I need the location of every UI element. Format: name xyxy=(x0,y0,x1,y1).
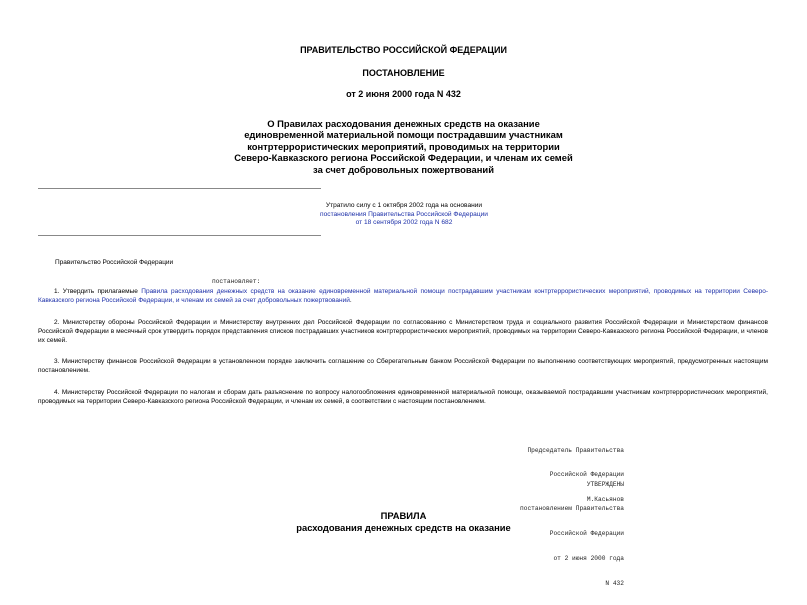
divider-top xyxy=(38,188,321,189)
signature-country: Российской Федерации xyxy=(549,471,624,479)
approval-block xyxy=(520,464,624,605)
title-line: контртеррористических мероприятий, проводимых на территории xyxy=(247,140,560,152)
rules-link[interactable]: Правила расходования денежных средств на оказание единовременной материальной помощи пострадавшим участникам контртеррористических мероприятий, проводимых на территории Северо-Кавказского региона Российской Федерации, и членам их семей за счет добровольных пожертвований xyxy=(38,288,768,304)
title-line: Северо-Кавказского региона Российской Федерации, и членам их семей xyxy=(234,152,573,164)
status-note-text: Утратило силу с 1 октября 2002 года на основании xyxy=(325,202,483,209)
paragraph-1-text: 1. Утвердить прилагаемые xyxy=(54,288,142,295)
paragraph-1-end: . xyxy=(349,297,352,304)
decree-word: постановляет: xyxy=(212,278,261,285)
paragraph-2: 2. Министерству обороны Российской Федерации и Министерству внутренних дел Российской Федерации по согласованию с Министерством труда и социального развития Российской Федерации и Министерством финансов Российской Федерации в месячный срок утвердить порядок представления списков пострадавших участников контртеррористических мероприятий, проводимых на территории Северо-Кавказского региона Российской Федерации, и членов их семей. xyxy=(38,319,768,344)
approval-word: УТВЕРЖДЕНЫ xyxy=(586,480,624,488)
rules-heading: ПРАВИЛА xyxy=(380,510,427,521)
document-date-number: от 2 июня 2000 года N 432 xyxy=(346,89,461,99)
title-line: за счет добровольных пожертвований xyxy=(313,163,494,175)
preamble: Правительство Российской Федерации xyxy=(55,259,174,266)
title-line: О Правилах расходования денежных средств на оказание xyxy=(267,118,540,129)
approval-country: Российской Федерации xyxy=(549,530,624,538)
paragraph-1 xyxy=(38,287,768,305)
title-line: единовременной материальной помощи пострадавшим участникам xyxy=(244,129,563,141)
approval-number: N 432 xyxy=(605,580,624,588)
paragraph-4: 4. Министерству Российской Федерации по налогам и сборам дать разъяснение по вопросу налогообложения единовременной материальной помощи, оказываемой пострадавшим участникам контртеррористических мероприятий, проводимых на территории Северо-Кавказского региона Российской Федерации, и членам их семей, в соответствии с настоящим постановлением. xyxy=(38,389,768,405)
repeal-decree-date-link[interactable]: от 18 сентября 2002 года N 682 xyxy=(355,219,453,227)
signature-name: М.Касьянов xyxy=(586,496,624,504)
repeal-decree-link[interactable]: постановления Правительства Российской Федерации xyxy=(320,210,488,218)
signature-position: Председатель Правительства xyxy=(527,446,624,454)
paragraph-3: 3. Министерству финансов Российской Федерации в установленном порядке заключить соглашение со Сберегательным банком Российской Федерации по выполнению соответствующих мероприятий, предусмотренных настоящим постановлением. xyxy=(38,358,768,374)
approval-date: от 2 июня 2000 года xyxy=(553,555,624,563)
approval-by: постановлением Правительства xyxy=(520,505,624,513)
rules-subheading: расходования денежных средств на оказание xyxy=(296,522,511,533)
divider-bottom xyxy=(38,235,321,236)
document-title xyxy=(0,118,807,175)
document-type: ПОСТАНОВЛЕНИЕ xyxy=(362,68,445,78)
status-note xyxy=(259,202,549,228)
government-heading: ПРАВИТЕЛЬСТВО РОССИЙСКОЙ ФЕДЕРАЦИИ xyxy=(300,45,507,55)
